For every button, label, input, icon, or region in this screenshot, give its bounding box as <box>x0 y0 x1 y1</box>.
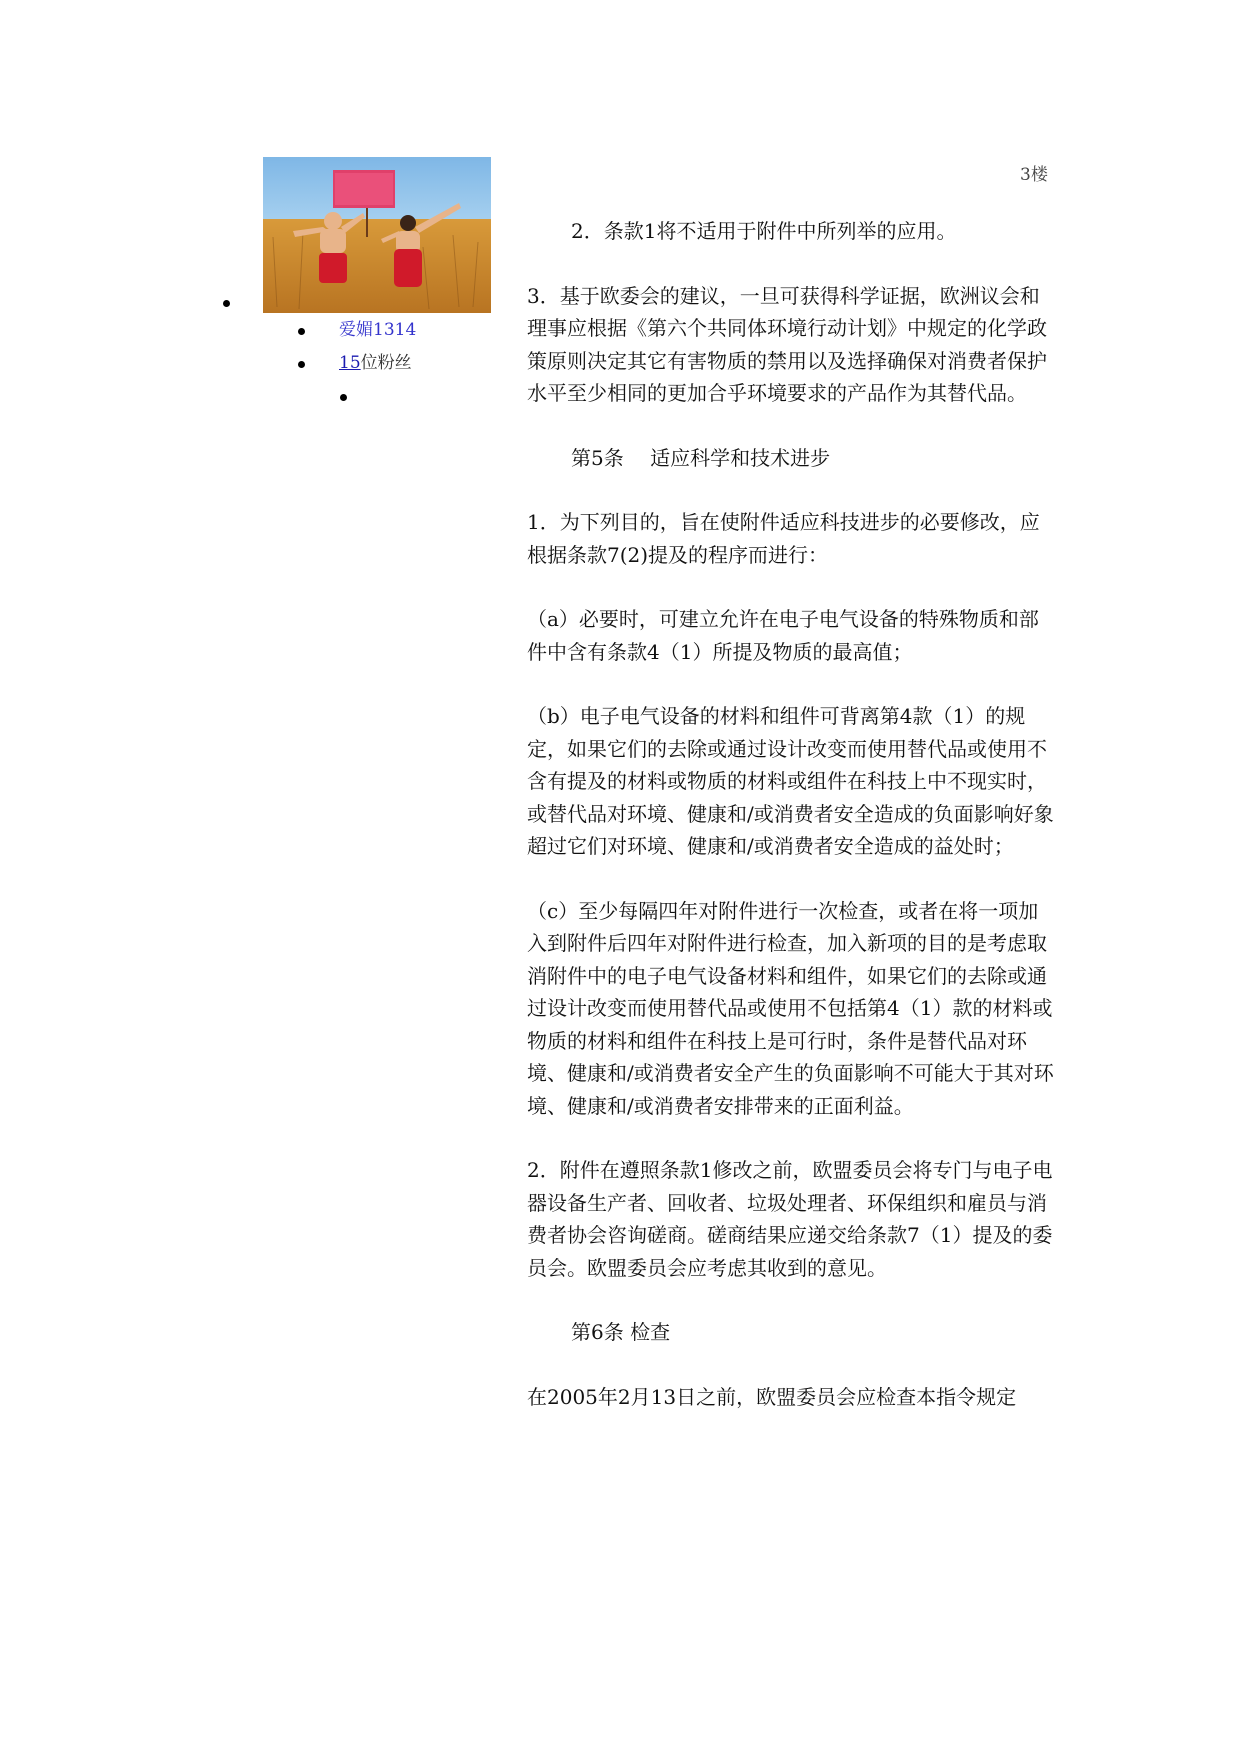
paragraph: 2．条款1将不适用于附件中所列举的应用。 <box>571 219 957 243</box>
paragraph: （b）电子电气设备的材料和组件可背离第4款（1）的规定，如果它们的去除或通过设计改变而使用替代品或使用不含有提及的材料或物质的材料或组件在科技上中不现实时，或替代品对环境、健康和/或消费者安全造成的负面影响好象超过它们对环境、健康和/或消费者安全造成的益处时； <box>527 704 1054 858</box>
section-heading: 第5条 适应科学和技术进步 <box>571 445 831 470</box>
section-heading: 第6条 检查 <box>571 1320 671 1344</box>
list-bullet <box>340 394 347 401</box>
fans-label: 位粉丝 <box>360 353 412 373</box>
paragraph: （c）至少每隔四年对附件进行一次检查，或者在将一项加入到附件后四年对附件进行检查，加入新项的目的是考虑取消附件中的电子电气设备材料和组件，如果它们的去除或通过设计改变而使用替代品或使用不包括第4（1）款的材料或物质的材料和组件在科技上是可行时，条件是替代品对环境、健康和/或消费者安全产生的负面影响不可能大于其对环境、健康和/或消费者安排带来的正面利益。 <box>527 898 1054 1118</box>
paragraph: 3．基于欧委会的建议，一旦可获得科学证据，欧洲议会和理事应根据《第六个共同体环境行动计划》中规定的化学政策原则决定其它有害物质的禁用以及选择确保对消费者保护水平至少相同的更加合乎环境要求的产品作为其替代品。 <box>527 283 1047 405</box>
fans-count-link[interactable]: 15 <box>339 353 361 373</box>
fans-item <box>339 353 412 373</box>
avatar[interactable] <box>263 157 491 313</box>
list-bullet <box>298 328 305 335</box>
paragraph: 2．附件在遵照条款1修改之前，欧盟委员会将专门与电子电器设备生产者、回收者、垃圾处理者、环保组织和雇员与消费者协会咨询磋商。磋商结果应递交给条款7（1）提及的委员会。欧盟委员会应考虑其收到的意见。 <box>527 1158 1053 1280</box>
list-bullet <box>298 361 305 368</box>
username-item <box>339 320 416 340</box>
paragraph: 在2005年2月13日之前，欧盟委员会应检查本指令规定 <box>527 1384 1017 1409</box>
list-bullet <box>223 300 230 307</box>
floor-number: 3楼 <box>1020 165 1048 185</box>
post-content <box>527 215 1057 1445</box>
paragraph: 1．为下列目的，旨在使附件适应科技进步的必要修改，应根据条款7(2)提及的程序而进行： <box>527 510 1040 567</box>
paragraph: （a）必要时，可建立允许在电子电气设备的特殊物质和部件中含有条款4（1）所提及物质的最高值； <box>527 607 1039 664</box>
avatar-photo <box>263 157 491 313</box>
username-link[interactable]: 爱媚1314 <box>339 320 417 340</box>
